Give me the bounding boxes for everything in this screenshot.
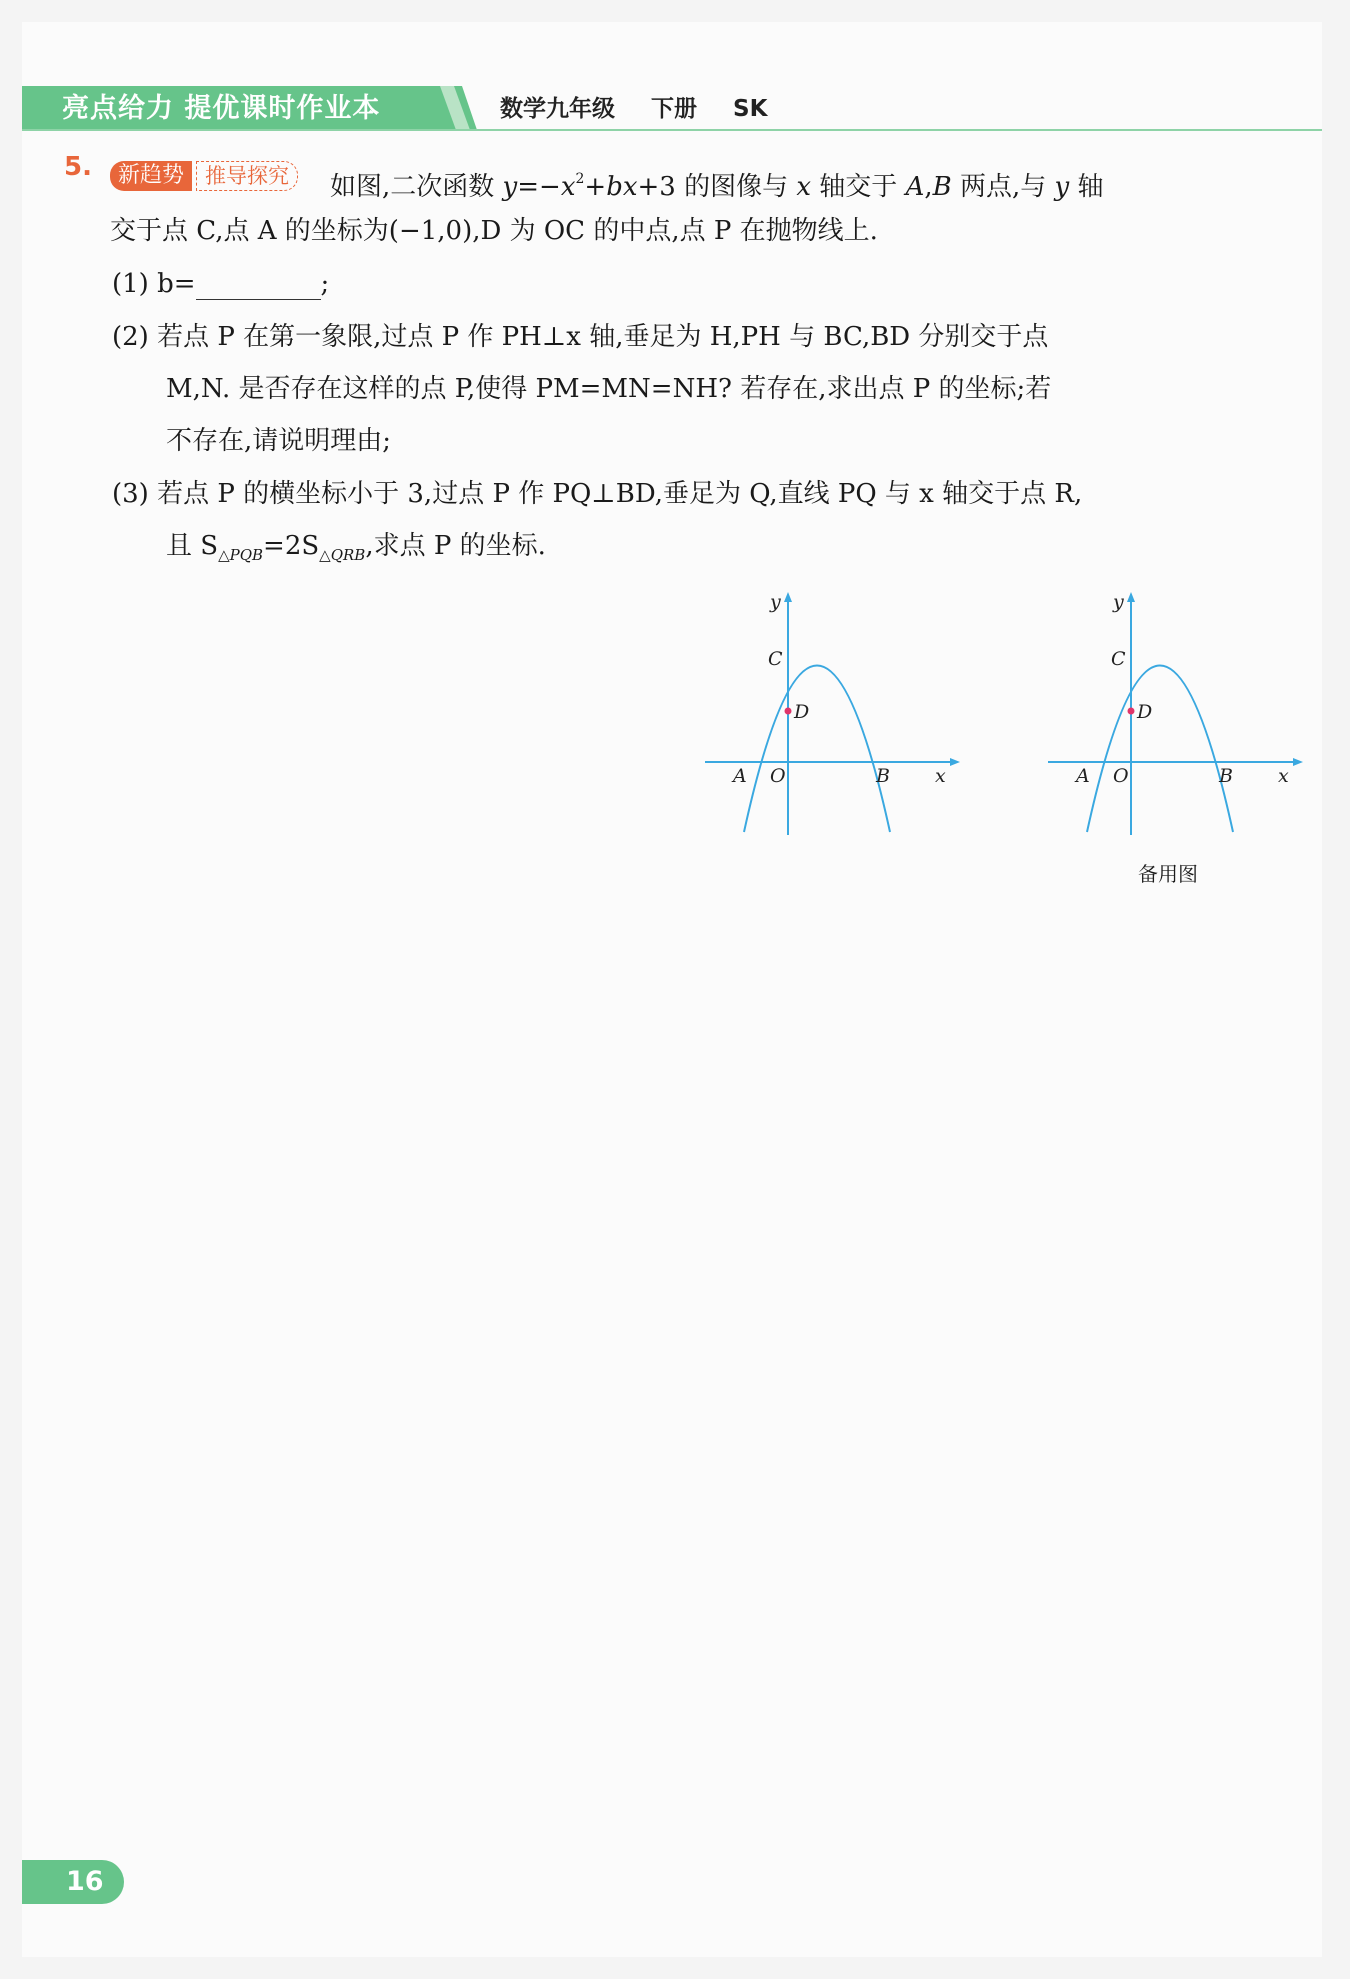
series-title: 亮点给力 提优课时作业本 bbox=[62, 93, 381, 124]
header-divider bbox=[22, 129, 1322, 131]
part-2-line-1: (2) 若点 P 在第一象限,过点 P 作 PH⊥x 轴,垂足为 H,PH 与 BC,BD 分别交于点 bbox=[112, 322, 1049, 352]
label-O: O bbox=[770, 765, 786, 787]
page-number: 16 bbox=[22, 1860, 124, 1904]
y-axis-arrow bbox=[784, 592, 792, 602]
y-axis-arrow bbox=[1127, 592, 1135, 602]
parabola-figure bbox=[700, 590, 970, 850]
part-3-line-2: 且 $S_{\triangle PQB}=2S_{\triangle QRB}$,求点 P 的坐标. bbox=[166, 531, 546, 564]
label-O: O bbox=[1113, 765, 1129, 787]
tag-new-trend: 新趋势 bbox=[110, 161, 192, 191]
label-B: B bbox=[876, 765, 890, 787]
stem-line-2: 交于点 C,点 A 的坐标为(−1,0),D 为 OC 的中点,点 P 在抛物线上. bbox=[110, 216, 878, 246]
spare-figure-caption: 备用图 bbox=[1138, 862, 1198, 886]
label-x: x bbox=[935, 765, 946, 787]
label-C: C bbox=[768, 648, 783, 670]
x-axis-arrow bbox=[1293, 758, 1303, 766]
part-2-line-2: M,N. 是否存在这样的点 P,使得 PM=MN=NH? 若存在,求出点 P 的坐标;若 bbox=[166, 374, 1052, 404]
label-A: A bbox=[733, 765, 747, 787]
point-D bbox=[785, 708, 792, 715]
tag-derivation: 推导探究 bbox=[196, 161, 298, 191]
answer-blank[interactable] bbox=[196, 267, 321, 300]
edition-label: SK bbox=[733, 96, 768, 122]
label-D: D bbox=[794, 701, 810, 723]
label-A: A bbox=[1076, 765, 1090, 787]
spare-parabola-figure bbox=[1043, 590, 1313, 850]
question-number: 5. bbox=[64, 152, 92, 182]
x-axis-arrow bbox=[950, 758, 960, 766]
label-C: C bbox=[1111, 648, 1126, 670]
label-x: x bbox=[1278, 765, 1289, 787]
label-y: y bbox=[1113, 591, 1124, 613]
label-D: D bbox=[1137, 701, 1153, 723]
part-2-line-3: 不存在,请说明理由; bbox=[166, 426, 392, 456]
header-meta bbox=[500, 90, 795, 128]
parabola-curve bbox=[744, 666, 890, 833]
label-y: y bbox=[770, 591, 781, 613]
part-3-line-1: (3) 若点 P 的横坐标小于 3,过点 P 作 PQ⊥BD,垂足为 Q,直线 PQ 与 x 轴交于点 R, bbox=[112, 479, 1083, 509]
parabola-curve bbox=[1087, 666, 1233, 833]
part-1: (1) b= ; bbox=[112, 269, 330, 299]
point-D bbox=[1128, 708, 1135, 715]
label-B: B bbox=[1219, 765, 1233, 787]
volume-label: 下册 bbox=[651, 96, 698, 122]
subject-label: 数学九年级 bbox=[500, 96, 615, 122]
stem-line-1: 如图,二次函数 $y=-x^2+bx+3$ 的图像与 x 轴交于 A,B 两点,与 y 轴 bbox=[330, 171, 1104, 202]
